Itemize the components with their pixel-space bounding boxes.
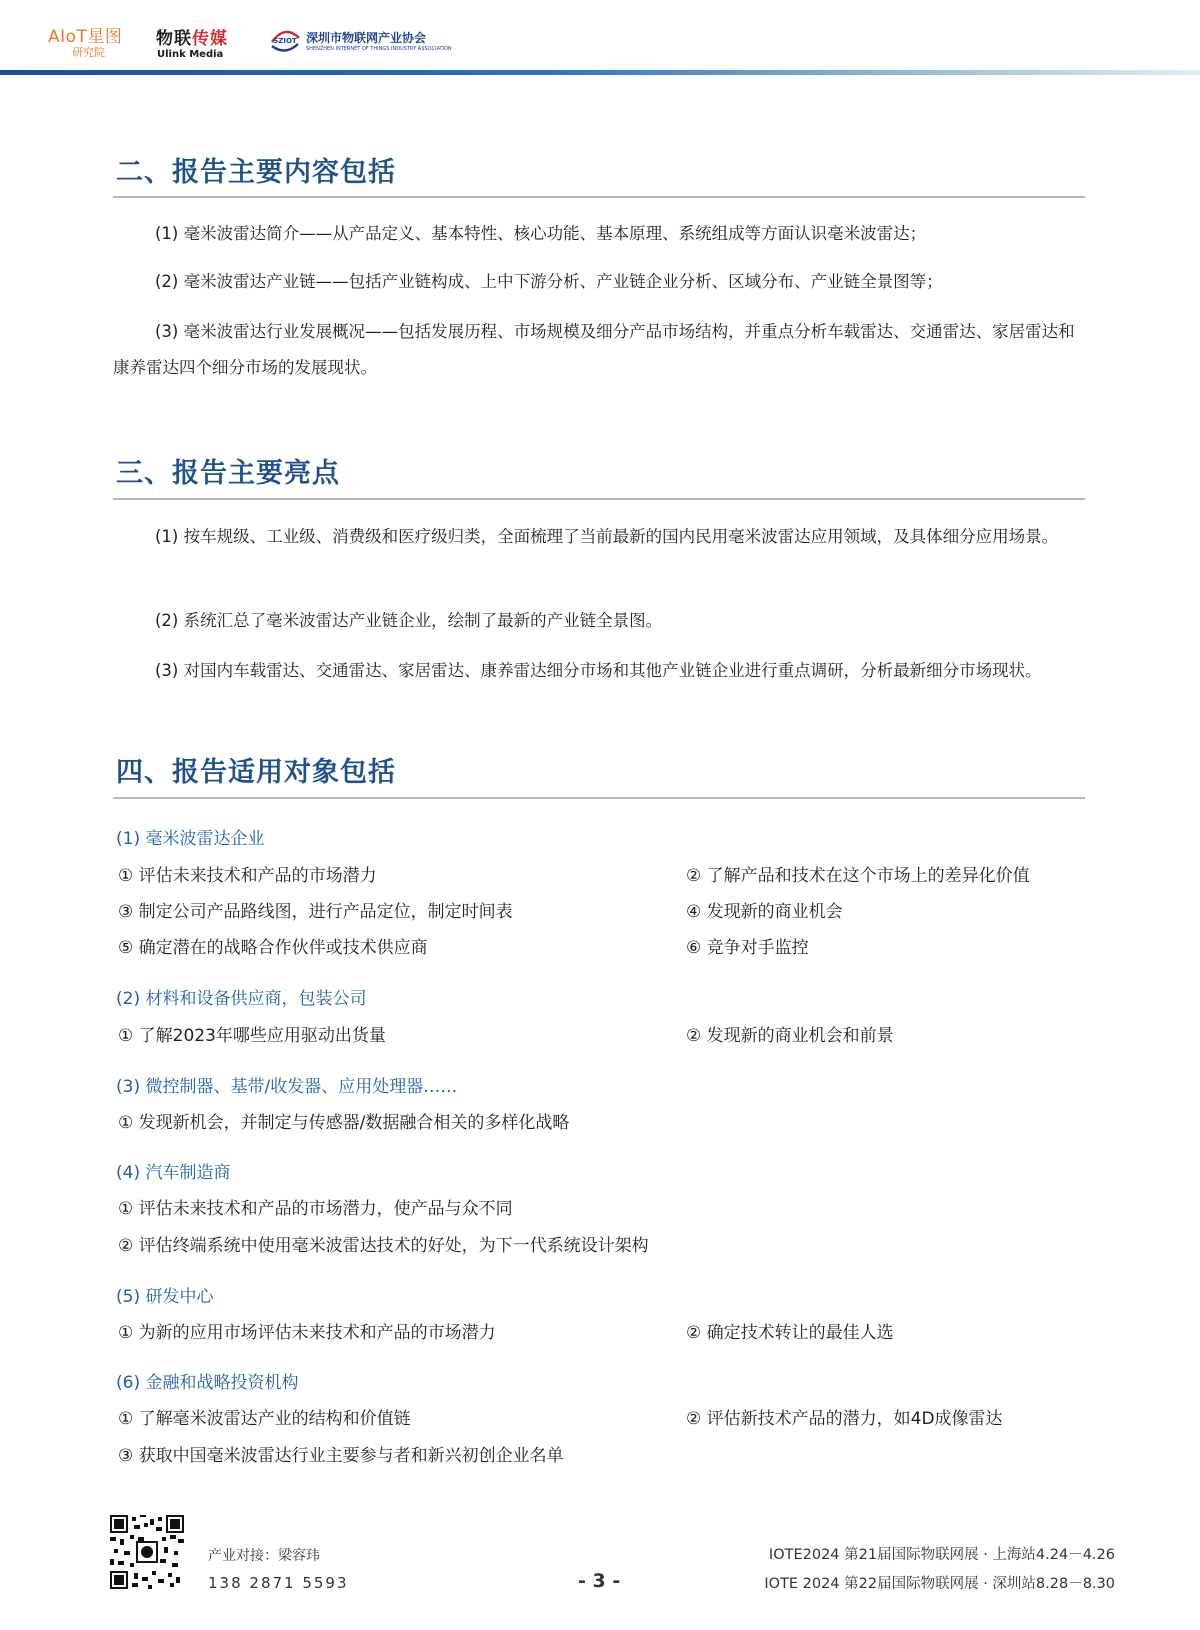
page-header [0, 0, 1200, 80]
target-group-4-item-1: ① 评估未来技术和产品的市场潜力，使产品与众不同 [118, 1199, 513, 1219]
target-group-3-title: (3) 微控制器、基带/收发器、应用处理器…… [116, 1077, 458, 1097]
section-2-rule [113, 196, 1085, 198]
section-4-title: 四、报告适用对象包括 [116, 757, 396, 788]
target-group-4-title: (4) 汽车制造商 [116, 1163, 231, 1183]
target-group-1-item-3: ③ 制定公司产品路线图，进行产品定位，制定时间表 [118, 902, 513, 922]
sziot-logo-cn: 深圳市物联网产业协会 [306, 31, 427, 45]
target-group-1-item-6: ⑥ 竞争对手监控 [686, 938, 809, 958]
section-4-rule [113, 797, 1085, 799]
section-3-item-1: (1) 按车规级、工业级、消费级和医疗级归类，全面梳理了当前最新的国内民用毫米波雷达应用领域，及具体细分应用场景。 [155, 527, 1059, 546]
target-group-2-item-2: ② 发现新的商业机会和前景 [686, 1026, 894, 1046]
sziot-logo [268, 26, 458, 62]
target-group-4-item-2: ② 评估终端系统中使用毫米波雷达技术的好处，为下一代系统设计架构 [118, 1236, 649, 1256]
target-group-6-item-2: ② 评估新技术产品的潜力，如4D成像雷达 [686, 1409, 1003, 1429]
page-number: - 3 - [578, 1570, 621, 1592]
ulink-logo-en: Ulink Media [157, 49, 224, 60]
svg-text:SZIOT: SZIOT [273, 37, 297, 45]
section-2-title: 二、报告主要内容包括 [116, 157, 396, 188]
target-group-6-item-1: ① 了解毫米波雷达产业的结构和价值链 [118, 1409, 411, 1429]
target-group-1-title: (1) 毫米波雷达企业 [116, 829, 265, 849]
aiot-logo [48, 22, 128, 62]
target-group-5-item-1: ① 为新的应用市场评估未来技术和产品的市场潜力 [118, 1323, 496, 1343]
target-group-6-item-3: ③ 获取中国毫米波雷达行业主要参与者和新兴初创企业名单 [118, 1446, 564, 1466]
aiot-logo-subtext: 研究院 [72, 46, 105, 59]
target-group-3-item-1: ① 发现新机会，并制定与传感器/数据融合相关的多样化战略 [118, 1113, 570, 1133]
sziot-logo-en: SHENZHEN INTERNET OF THINGS INDUSTRY ASSOCIATION [306, 46, 452, 52]
footer-contact-phone: 138 2871 5593 [208, 1574, 349, 1592]
footer-event-shanghai: IOTE2024 第21届国际物联网展 · 上海站4.24－4.26 [768, 1547, 1115, 1563]
section-3-item-3: (3) 对国内车载雷达、交通雷达、家居雷达、康养雷达细分市场和其他产业链企业进行重点调研，分析最新细分市场现状。 [155, 661, 1042, 680]
ulink-logo-cn: 物联传媒 [156, 29, 228, 49]
ulink-media-logo [156, 22, 236, 62]
target-group-1-item-2: ② 了解产品和技术在这个市场上的差异化价值 [686, 866, 1030, 886]
target-group-1-item-5: ⑤ 确定潜在的战略合作伙伴或技术供应商 [118, 938, 428, 958]
section-2-item-2: (2) 毫米波雷达产业链——包括产业链构成、上中下游分析、产业链企业分析、区域分布、产业链全景图等； [155, 272, 943, 291]
target-group-5-title: (5) 研发中心 [116, 1287, 214, 1307]
section-3-item-2: (2) 系统汇总了毫米波雷达产业链企业，绘制了最新的产业链全景图。 [155, 611, 663, 630]
qr-code-icon[interactable] [110, 1515, 184, 1589]
target-group-2-title: (2) 材料和设备供应商，包装公司 [116, 989, 367, 1009]
target-group-6-title: (6) 金融和战略投资机构 [116, 1373, 299, 1393]
aiot-logo-text: AIoT星图 [48, 27, 123, 47]
target-group-1-item-1: ① 评估未来技术和产品的市场潜力 [118, 866, 377, 886]
target-group-1-item-4: ④ 发现新的商业机会 [686, 902, 843, 922]
section-3-rule [113, 498, 1085, 500]
section-2-item-3: (3) 毫米波雷达行业发展概况——包括发展历程、市场规模及细分产品市场结构，并重点分析车载雷达、交通雷达、家居雷达和康养雷达四个细分市场的发展现状。 [113, 322, 1075, 377]
footer-contact-label: 产业对接：梁容玮 [208, 1548, 320, 1564]
footer-event-shenzhen: IOTE 2024 第22届国际物联网展 · 深圳站8.28－8.30 [764, 1576, 1115, 1592]
section-2-item-1: (1) 毫米波雷达简介——从产品定义、基本特性、核心功能、基本原理、系统组成等方面认识毫米波雷达； [155, 224, 927, 243]
section-3-title: 三、报告主要亮点 [116, 458, 340, 489]
target-group-5-item-2: ② 确定技术转让的最佳人选 [686, 1323, 894, 1343]
header-divider [0, 70, 1200, 76]
target-group-2-item-1: ① 了解2023年哪些应用驱动出货量 [118, 1026, 386, 1046]
sziot-logo-mark-icon [268, 26, 302, 54]
